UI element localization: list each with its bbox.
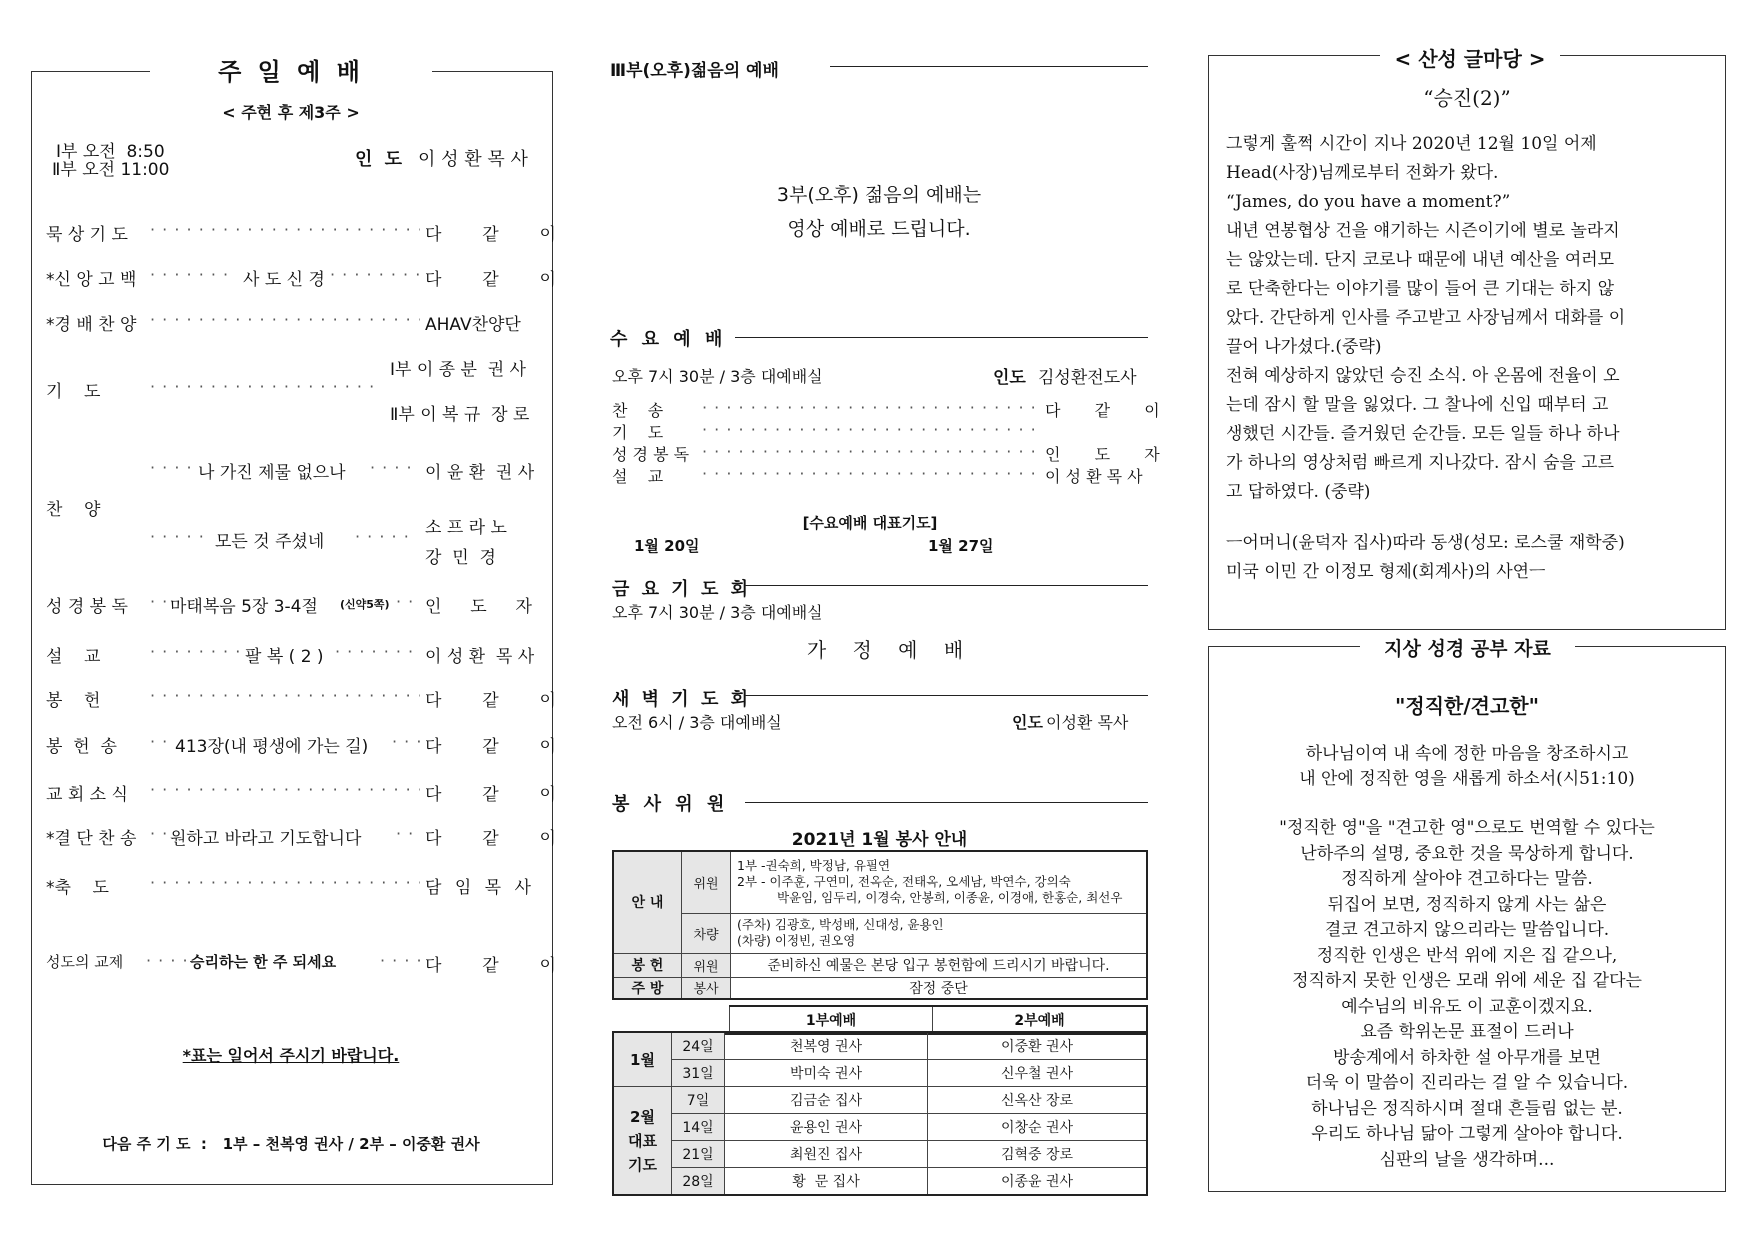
- bible-line: "정직한 영"을 "견고한 영"으로도 번역할 수 있다는: [1279, 818, 1655, 838]
- friday-time: 오후 7시 30분 / 3층 대예배실: [612, 603, 823, 622]
- wednesday-item-label: 기 도: [612, 423, 664, 442]
- order-dots: [150, 527, 210, 546]
- schedule-first: 김금순 집사: [725, 1087, 928, 1114]
- schedule-second: 이창순 권사: [928, 1114, 1148, 1141]
- bible-line: 결코 견고하지 않으리라는 말씀입니다.: [1324, 920, 1610, 940]
- schedule-header-first: 1부예배: [730, 1006, 933, 1034]
- schedule-first: 천복영 권사: [725, 1032, 928, 1060]
- youth-title-rule: [830, 66, 1148, 67]
- wednesday-dots: [702, 398, 1042, 417]
- order-dots: [150, 265, 235, 284]
- bible-line: 하나님은 정직하시며 절대 흔들림 없는 분.: [1311, 1098, 1623, 1119]
- order-dots: [150, 220, 420, 239]
- essay-line: 생했던 시간들. 즐거웠던 순간들. 모든 일들 하나 하나: [1226, 424, 1620, 444]
- order-creed-value: 다 같 이: [425, 270, 566, 290]
- wednesday-item-label: 설 교: [612, 467, 664, 486]
- wednesday-title-rule: [735, 337, 1148, 338]
- order-sermon-middle: 팔 복 ( 2 ): [245, 647, 324, 667]
- offering-row-member: 위원: [682, 953, 731, 977]
- schedule-day: 31일: [672, 1060, 725, 1087]
- essay-title: “승진(2)”: [1423, 86, 1511, 110]
- bible-line: 뒤집어 보면, 정직하지 않게 사는 삶은: [1327, 894, 1607, 915]
- schedule-second: 신옥산 장로: [928, 1087, 1148, 1114]
- kitchen-row-member: 봉사: [682, 977, 731, 999]
- schedule-month-feb: [613, 1087, 672, 1196]
- essay-line: 전혀 예상하지 않았던 승진 소식. 아 온몸에 전율이 오: [1226, 366, 1620, 386]
- schedule-day: 24일: [672, 1032, 725, 1060]
- order-reading-note: (신약5쪽): [340, 598, 390, 611]
- schedule-second: 신우철 권사: [928, 1060, 1148, 1087]
- next-prayer: 다음 주 기 도 : 1부 – 천복영 권사 / 2부 – 이중환 권사: [102, 1135, 480, 1153]
- bible-line: 정직한 인생은 반석 위에 지은 집 같으나,: [1316, 945, 1618, 966]
- order-news-value: 다 같 이: [425, 785, 566, 805]
- bible-line: 요즘 학위논문 표절이 드러나: [1360, 1022, 1574, 1042]
- wednesday-dots: [702, 420, 1042, 439]
- dawn-title-rule: [745, 695, 1148, 696]
- order-dots: [355, 527, 415, 546]
- offering-row-label: 봉 헌: [613, 953, 682, 977]
- bible-header: 지상 성경 공부 자료: [1360, 634, 1575, 661]
- order-dots: [150, 458, 195, 477]
- wednesday-time: 오후 7시 30분 / 3층 대예배실: [612, 367, 823, 386]
- essay-footer: 미국 이민 간 이정모 형제(회계사)의 사연ㅡ: [1226, 562, 1546, 582]
- wednesday-dots: [702, 464, 1042, 483]
- schedule-month-jan: 1월: [613, 1032, 672, 1087]
- schedule-day: 14일: [672, 1114, 725, 1141]
- sunday-time-1: Ⅰ부 오전 8:50: [56, 142, 165, 162]
- order-dots: [330, 265, 420, 284]
- essay-body: [1226, 130, 1710, 587]
- order-creed-label: *신 앙 고 백: [46, 270, 137, 290]
- dawn-leader-label: 인도: [1012, 713, 1043, 732]
- volunteers-title-rule: [745, 802, 1148, 803]
- car-members-line: (차량) 이정빈, 권오영: [737, 933, 856, 948]
- volunteer-service-table: [612, 850, 1148, 1000]
- essay-line: 로 단축한다는 이야기를 많이 들어 큰 기대는 하지 않: [1226, 279, 1615, 299]
- order-praise-song-1: 나 가진 제물 없으나: [198, 463, 346, 483]
- order-dots: [150, 310, 420, 329]
- order-closing-hymn-value: 다 같 이: [425, 829, 566, 849]
- wednesday-date-1: 1월 20일: [634, 537, 700, 555]
- bible-line: 정직하지 못한 인생은 모래 위에 세운 집 같다는: [1292, 971, 1642, 991]
- bible-line: 정직하게 살아야 견고하다는 말씀.: [1341, 869, 1593, 889]
- offering-row-text: 준비하신 예물은 본당 입구 봉헌함에 드리시기 바랍니다.: [731, 953, 1148, 977]
- order-closing-hymn-middle: 원하고 바라고 기도합니다: [170, 829, 362, 849]
- order-creed-middle: 사 도 신 경: [243, 270, 325, 290]
- order-praise-singer-1: 이 윤 환 권 사: [425, 463, 535, 483]
- bible-verse: [1208, 742, 1726, 792]
- bible-line: 방송계에서 하차한 설 아무개를 보면: [1333, 1047, 1601, 1068]
- order-praise-singer-2b: 강 민 경: [425, 548, 496, 568]
- guide-members-line: 1부 -권숙희, 박정남, 유필연: [737, 858, 891, 874]
- order-offering-value: 다 같 이: [425, 691, 566, 711]
- schedule-second: 이중환 권사: [928, 1032, 1148, 1060]
- essay-line: 그렇게 훌쩍 시간이 지나 2020년 12월 10일 어제: [1226, 134, 1597, 154]
- order-dots: [150, 377, 380, 396]
- car-members: [731, 913, 1148, 953]
- order-dots: [150, 686, 420, 705]
- essay-line: Head(사장)님께로부터 전화가 왔다.: [1226, 163, 1499, 183]
- schedule-first: 윤용인 권사: [725, 1114, 928, 1141]
- order-closing-hymn-label: *결 단 찬 송: [46, 829, 137, 849]
- bible-line: 예수님의 비유도 이 교훈이겠지요.: [1341, 996, 1593, 1017]
- schedule-first: 최원진 집사: [725, 1141, 928, 1168]
- youth-title: Ⅲ부(오후)젊음의 예배: [610, 61, 779, 81]
- order-offering-song-label: 봉 헌 송: [46, 737, 117, 757]
- order-offering-song-middle: 413장(내 평생에 가는 길): [175, 737, 369, 757]
- dawn-leader: 이성환 목사: [1046, 713, 1129, 732]
- bible-verse-line: 하나님이여 내 속에 정한 마음을 창조하시고: [1305, 744, 1629, 764]
- schedule-second: 김혁중 장로: [928, 1141, 1148, 1168]
- order-dots: [396, 824, 420, 843]
- order-meditation-label: 묵 상 기 도: [46, 225, 128, 245]
- wednesday-prayer-title: [수요예배 대표기도]: [802, 514, 938, 532]
- dawn-time: 오전 6시 / 3층 대예배실: [612, 713, 782, 732]
- order-praise-label: 찬 양: [46, 500, 101, 520]
- wednesday-date-2: 1월 27일: [928, 537, 994, 555]
- bible-line: 우리도 하나님 닮아 그렇게 살아야 합니다.: [1311, 1124, 1623, 1144]
- wednesday-leader: 김성환전도사: [1038, 368, 1137, 388]
- wednesday-item-value: 인 도 자: [1045, 445, 1168, 464]
- wednesday-item-label: 찬 송: [612, 401, 664, 420]
- bible-line: 난하주의 설명, 중요한 것을 묵상하게 합니다.: [1300, 843, 1634, 864]
- volunteers-table-title: 2021년 1월 봉사 안내: [791, 830, 968, 850]
- order-dots: [335, 642, 420, 661]
- essay-line: 고 답하였다. (중략): [1226, 482, 1371, 502]
- schedule-blank: [612, 1006, 730, 1034]
- bible-line: 더욱 이 말씀이 진리라는 걸 알 수 있습니다.: [1305, 1073, 1629, 1093]
- wednesday-item-value: 다 같 이: [1045, 401, 1168, 420]
- schedule-first: 황 문 집사: [725, 1168, 928, 1196]
- essay-line: 가 하나의 영상처럼 빠르게 지나갔다. 잠시 숨을 고르: [1226, 453, 1615, 473]
- order-benediction-value: 담 임 목 사: [425, 878, 535, 898]
- schedule-day: 28일: [672, 1168, 725, 1196]
- friday-title: 금 요 기 도 회: [612, 579, 752, 600]
- order-dots: [150, 780, 420, 799]
- youth-message-2: 영상 예배로 드립니다.: [787, 218, 971, 240]
- youth-message-1: 3부(오후) 젊음의 예배는: [776, 184, 982, 206]
- order-dots: [396, 592, 420, 611]
- order-dots: [150, 732, 175, 751]
- sunday-time-2: Ⅱ부 오전 11:00: [52, 160, 170, 180]
- sunday-note: *표는 일어서 주시기 바랍니다.: [182, 1046, 400, 1065]
- order-dots: [146, 951, 188, 970]
- order-prayer-value-1: Ⅰ부 이 종 분 권 사: [390, 360, 526, 380]
- feb-label: 기도: [628, 1155, 657, 1174]
- order-offering-song-value: 다 같 이: [425, 737, 566, 757]
- essay-footer: ㅡ어머니(윤덕자 집사)따라 동생(성모: 로스쿨 재학중): [1226, 533, 1625, 553]
- dawn-title: 새 벽 기 도 회: [612, 689, 752, 710]
- order-sermon-label: 설 교: [46, 647, 101, 667]
- friday-title-rule: [745, 585, 1148, 586]
- order-hymn-label: *경 배 찬 양: [46, 315, 137, 335]
- schedule-second: 이종윤 권사: [928, 1168, 1148, 1196]
- guide-label: 안 내: [613, 851, 682, 953]
- schedule-day: 21일: [672, 1141, 725, 1168]
- essay-line: “James, do you have a moment?”: [1226, 192, 1511, 212]
- sunday-leader: 이 성 환 목 사: [418, 149, 528, 170]
- schedule-day: 7일: [672, 1087, 725, 1114]
- essay-line: 끌어 나가셨다.(중략): [1226, 337, 1382, 357]
- prayer-schedule-body: [612, 1031, 1148, 1196]
- wednesday-item-value: 이 성 환 목 사: [1045, 467, 1143, 486]
- order-hymn-value: AHAV찬양단: [425, 315, 521, 335]
- order-dots: [370, 458, 420, 477]
- volunteers-title: 봉 사 위 원: [612, 794, 729, 815]
- order-reading-label: 성 경 봉 독: [46, 597, 128, 617]
- schedule-header-second: 2부예배: [933, 1006, 1148, 1034]
- order-praise-song-2: 모든 것 주셨네: [215, 532, 325, 552]
- guide-member-label: 위원: [682, 851, 731, 913]
- bible-verse-line: 내 안에 정직한 영을 새롭게 하소서(시51:10): [1299, 769, 1635, 789]
- essay-line: 는 않았는데. 단지 코로나 때문에 내년 예산을 여러모: [1226, 250, 1615, 270]
- sunday-leader-label: 인 도: [355, 149, 406, 170]
- friday-sub: 가 정 예 배: [806, 638, 974, 662]
- order-prayer-label: 기 도: [46, 382, 101, 402]
- order-reading-value: 인 도 자: [425, 597, 538, 617]
- order-news-label: 교 회 소 식: [46, 785, 128, 805]
- essay-line: 는데 잠시 할 말을 잃었다. 그 찰나에 신입 때부터 고: [1226, 395, 1609, 415]
- order-fellowship-middle: 승리하는 한 주 되세요: [190, 953, 337, 971]
- order-dots: [380, 951, 420, 970]
- order-reading-middle: 마태복음 5장 3-4절: [170, 597, 318, 617]
- guide-members-line: 2부 - 이주훈, 구연미, 전옥순, 전태옥, 오세남, 박연수, 강의숙: [737, 874, 1071, 890]
- order-prayer-value-2: Ⅱ부 이 복 규 장 로: [390, 405, 530, 425]
- car-label: 차량: [682, 913, 731, 953]
- order-dots: [150, 592, 170, 611]
- guide-members: [731, 851, 1148, 913]
- feb-label: 대표: [628, 1131, 657, 1150]
- order-fellowship-value: 다 같 이: [425, 956, 566, 976]
- order-sermon-value: 이 성 환 목 사: [425, 647, 535, 667]
- order-dots: [392, 732, 420, 751]
- wednesday-leader-label: 인도: [993, 368, 1026, 388]
- guide-members-line: 박윤임, 임두리, 이경숙, 안봉희, 이종윤, 이경애, 한홍순, 최선우: [777, 890, 1123, 906]
- wednesday-item-label: 성 경 봉 독: [612, 445, 690, 464]
- order-fellowship-label: 성도의 교제: [46, 953, 124, 971]
- order-benediction-label: *축 도: [46, 878, 109, 898]
- order-dots: [150, 873, 420, 892]
- order-praise-singer-2a: 소 프 라 노: [425, 518, 507, 538]
- essay-line: 았다. 간단하게 인사를 주고받고 사장님께서 대화를 이: [1226, 308, 1626, 328]
- kitchen-row-label: 주 방: [613, 977, 682, 999]
- kitchen-row-text: 잠정 중단: [731, 977, 1148, 999]
- wednesday-title: 수 요 예 배: [610, 329, 727, 350]
- feb-label: 2월: [630, 1107, 655, 1126]
- wednesday-dots: [702, 442, 1042, 461]
- bible-title: "정직한/견고한": [1394, 694, 1540, 718]
- order-offering-label: 봉 헌: [46, 691, 101, 711]
- essay-header: < 산성 글마당 >: [1380, 43, 1560, 72]
- bible-line: 심판의 날을 생각하며...: [1379, 1149, 1555, 1170]
- car-members-line: (주차) 김광호, 박성배, 신대성, 윤용인: [737, 917, 944, 932]
- essay-line: 내년 연봉협상 건을 얘기하는 시즌이기에 별로 놀라지: [1226, 221, 1620, 241]
- order-dots: [150, 642, 240, 661]
- order-meditation-value: 다 같 이: [425, 225, 566, 245]
- sunday-title: 주 일 예 배: [150, 52, 432, 87]
- sunday-subtitle: < 주현 후 제3주 >: [222, 103, 360, 122]
- bible-body: [1208, 816, 1726, 1173]
- order-dots: [150, 824, 170, 843]
- schedule-first: 박미숙 권사: [725, 1060, 928, 1087]
